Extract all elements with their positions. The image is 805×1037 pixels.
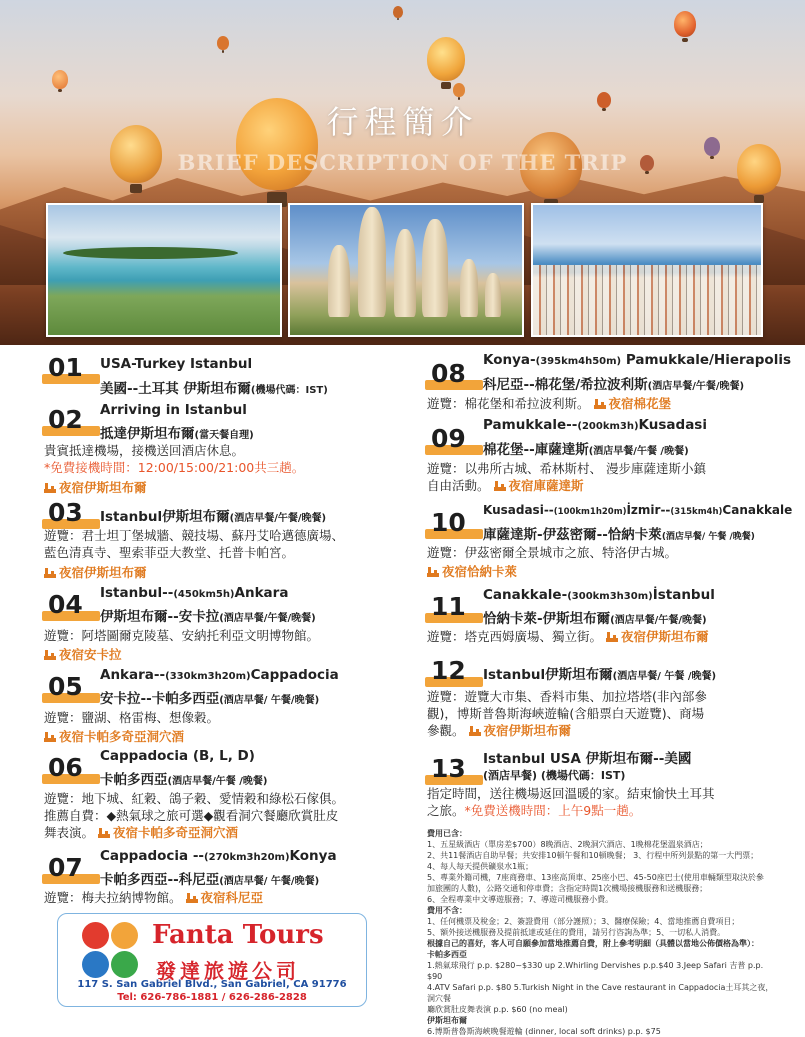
- hero-banner: [0, 0, 805, 345]
- balloon-icon: [674, 11, 696, 37]
- hotel-icon: [594, 399, 606, 409]
- day-title-en: Ankara--(330km3h20m)Cappadocia: [100, 667, 339, 683]
- day-title-en: Kusadasi--(100km1h20m)İzmir--(315km4h)Canakkale: [483, 503, 793, 517]
- overnight-stay: 夜宿恰納卡萊: [427, 562, 517, 580]
- day-title-en: Arriving in Istanbul: [100, 402, 247, 418]
- overnight-stay: 夜宿卡帕多奇亞洞穴酒: [44, 727, 184, 745]
- day-desc: 指定時間，送往機場返回溫暖的家。結束愉快土耳其: [427, 786, 715, 801]
- included-item: 6、全程專業中文導遊服務；7、導遊司機服務小費。: [427, 895, 614, 904]
- hotel-icon: [98, 828, 110, 838]
- optional-item: 6.博斯普魯斯海峽晚餐遊輪 (dinner, local soft drinks) p.p. $75: [427, 1027, 661, 1036]
- day-desc: 遊覽：梅夫拉納博物館。 夜宿科尼亞: [44, 890, 264, 905]
- day-desc: 觀)，博斯普魯斯海峽遊輪(含船票白天遊覽)、商場: [427, 706, 705, 721]
- page-title: 行程簡介: [326, 103, 479, 141]
- day-title-zh: 庫薩達斯-伊茲密爾--恰納卡萊(酒店早餐/ 午餐 /晚餐): [483, 527, 755, 543]
- hotel-icon: [44, 483, 56, 493]
- day-title-en: Cappadocia --(270km3h20m)Konya: [100, 848, 337, 864]
- excluded-title: 費用不含：: [427, 906, 467, 915]
- day-desc: 遊覽：塔克西姆廣場、獨立街。 夜宿伊斯坦布爾: [427, 629, 709, 644]
- company-name-zh: 發達旅遊公司: [156, 959, 300, 983]
- fairy-chimneys-photo: [288, 203, 524, 337]
- day-desc: 遊覽：遊覽大市集、香料市集、加拉塔塔(非內部參: [427, 689, 707, 704]
- day-number: 11: [427, 593, 491, 621]
- pickup-note: *免費接機時間：12:00/15:00/21:00共三趟。: [44, 460, 305, 475]
- day-title: Istanbul伊斯坦布爾(酒店早餐/午餐/晚餐): [100, 509, 327, 525]
- day-desc: 遊覽：棉花堡和希拉波利斯。 夜宿棉花堡: [427, 396, 672, 411]
- day-desc: 藍色清真寺、聖索菲亞大教堂、托普卡帕宮。: [44, 545, 295, 560]
- optional-region: 伊斯坦布爾: [427, 1016, 467, 1025]
- included-item: 5、專業外籍司機，7座商務車、13座高頂車、25座小巴、45-50座巴士(使用車輛類型取決於參: [427, 873, 764, 882]
- day-title-zh: (酒店早餐) (機場代碼：IST): [483, 769, 626, 782]
- included-item: 1、五星級酒店（單房差$700）8晚酒店、2晚洞穴酒店、1晚棉花堡溫泉酒店；: [427, 840, 708, 849]
- day-number: 01: [44, 354, 108, 382]
- day-title-en: Pamukkale--(200km3h)Kusadasi: [483, 417, 707, 433]
- optional-region: 卡帕多西亞: [427, 950, 467, 959]
- day-desc: 遊覽：地下城、紅穀、鴿子穀、愛情穀和綠松石傢俱。: [44, 791, 345, 806]
- optional-item: 1.熱氣球飛行 p.p. $280~$330 up 2.Whirling Dervishes p.p.$40 3.Jeep Safari 吉普 p.p. $90: [427, 961, 764, 981]
- day-desc: 自由活動。 夜宿庫薩達斯: [427, 478, 584, 493]
- day-desc: 遊覽：鹽湖、格雷梅、想像穀。: [44, 710, 220, 725]
- balloon-icon: [52, 70, 68, 89]
- lake-island-photo: [46, 203, 282, 337]
- day-desc: 遊覽：伊茲密爾全景城市之旅、特洛伊古城。: [427, 545, 678, 560]
- day-desc: 遊覽：阿塔圖爾克陵墓、安納托利亞文明博物館。: [44, 628, 320, 643]
- company-name-en: Fanta Tours: [152, 920, 324, 950]
- overnight-stay: 夜宿伊斯坦布爾: [44, 478, 147, 496]
- balloon-icon: [217, 36, 229, 50]
- hotel-icon: [44, 732, 56, 742]
- day-number: 03: [44, 499, 108, 527]
- day-number: 10: [427, 509, 491, 537]
- day-title-zh: 伊斯坦布爾--安卡拉(酒店早餐/午餐/晚餐): [100, 609, 316, 625]
- day-number: 13: [427, 755, 491, 783]
- page-subtitle: BRIEF DESCRIPTION OF THE TRIP: [177, 150, 628, 175]
- excluded-item: 1、任何機票及稅金；2、簽證費用（部分護照）；3、醫療保險；4、當地推薦自費項目；: [427, 917, 740, 926]
- included-item: 加旅團的人數)，公路交通和停車費；含指定時間1次機場接機服務和送機服務；: [427, 884, 708, 893]
- day-title-zh: 恰納卡萊-伊斯坦布爾(酒店早餐/午餐/晚餐): [483, 611, 707, 627]
- day-title-zh: 美國--土耳其 伊斯坦布爾(機場代碼：IST): [100, 381, 328, 397]
- day-desc: 舞表演。 夜宿卡帕多奇亞洞穴酒: [44, 825, 239, 840]
- hotel-icon: [427, 567, 439, 577]
- day-title-en: Cappadocia (B, L, D): [100, 748, 255, 764]
- hotel-icon: [606, 632, 618, 642]
- flower-logo-icon: [82, 922, 140, 980]
- overnight-stay: 夜宿安卡拉: [44, 645, 122, 663]
- optional-item: 4.ATV Safari p.p. $80 5.Turkish Night in the Cave restaurant in Cappadocia土耳其之夜，洞穴餐: [427, 983, 774, 1003]
- dropoff-note: *免費送機時間：上午9點一趟。: [464, 803, 642, 818]
- balloon-icon: [393, 6, 403, 18]
- optional-item: 廳欣賞肚皮舞表演 p.p. $60 (no meal): [427, 1005, 568, 1014]
- company-card: [57, 913, 367, 1007]
- hotel-icon: [186, 893, 198, 903]
- day-title-en: Istanbul USA 伊斯坦布爾--美國: [483, 751, 692, 767]
- company-address: 117 S. San Gabriel Blvd., San Gabriel, CA 91776: [77, 979, 347, 990]
- day-title-zh: 安卡拉--卡帕多西亞(酒店早餐/ 午餐/晚餐): [100, 691, 320, 707]
- day-desc: 貴賓抵達機場，接機送回酒店休息。: [44, 443, 245, 458]
- day-number: 09: [427, 425, 491, 453]
- hotel-icon: [44, 568, 56, 578]
- balloon-icon: [427, 37, 465, 81]
- day-desc: 之旅。*免費送機時間：上午9點一趟。: [427, 803, 642, 818]
- fee-notes: [427, 828, 777, 1037]
- overnight-stay: 夜宿伊斯坦布爾: [44, 563, 147, 581]
- hotel-icon: [469, 726, 481, 736]
- optional-title: 根據自己的喜好，客人可自願參加當地推薦自費，附上參考明細（具體以當地公佈價格為準）：: [427, 939, 759, 948]
- day-number: 07: [44, 854, 108, 882]
- day-title-en: Konya-(395km4h50m) Pamukkale/Hierapolis: [483, 352, 792, 368]
- included-title: 費用已含：: [427, 829, 467, 838]
- hotel-icon: [494, 481, 506, 491]
- day-title-zh: 棉花堡--庫薩達斯(酒店早餐/午餐 /晚餐): [483, 442, 689, 458]
- day-number: 04: [44, 591, 108, 619]
- day-title-en: USA-Turkey Istanbul: [100, 356, 253, 372]
- day-desc: 推薦自費：◆熱氣球之旅可選◆觀看洞穴餐廳欣賞肚皮: [44, 808, 339, 823]
- company-phone[interactable]: Tel: 626-786-1881 / 626-286-2828: [117, 992, 307, 1003]
- day-number: 05: [44, 673, 108, 701]
- day-title-zh: 科尼亞--棉花堡/希拉波利斯(酒店早餐/午餐/晚餐): [483, 377, 745, 393]
- day-title-zh: 抵達伊斯坦布爾(當天餐自理): [100, 426, 254, 442]
- day-desc: 遊覽：君士坦丁堡城牆、競技場、蘇丹艾哈邁德廣場、: [44, 528, 345, 543]
- day-number: 12: [427, 657, 491, 685]
- day-title-en: Istanbul--(450km5h)Ankara: [100, 585, 289, 601]
- coastal-town-photo: [531, 203, 763, 337]
- balloon-icon: [453, 83, 465, 97]
- day-title-en: Canakkale-(300km3h30m)İstanbul: [483, 587, 715, 603]
- day-desc: 參觀。 夜宿伊斯坦布爾: [427, 723, 572, 738]
- excluded-item: 5、額外接送機服務及提前抵達或延住的費用，請另行咨詢為準；5、一切私人消費。: [427, 928, 726, 937]
- day-desc: 遊覽：以弗所古城、希林斯村、 漫步庫薩達斯小鎮: [427, 461, 706, 476]
- day-number: 08: [427, 360, 491, 388]
- hotel-icon: [44, 650, 56, 660]
- included-item: 2、共11餐酒店自助早餐；共安排10頓午餐和10頓晚餐； 3、行程中所列景點的第一大門票；: [427, 851, 759, 860]
- day-title-zh: 卡帕多西亞--科尼亞(酒店早餐/ 午餐/晚餐): [100, 872, 320, 888]
- included-item: 4、每人每天提供礦泉水1瓶；: [427, 862, 534, 871]
- day-number: 02: [44, 406, 108, 434]
- day-title: Istanbul伊斯坦布爾(酒店早餐/ 午餐 /晚餐): [483, 667, 717, 683]
- day-number: 06: [44, 754, 108, 782]
- day-title-zh: 卡帕多西亞(酒店早餐/午餐 /晚餐): [100, 772, 268, 788]
